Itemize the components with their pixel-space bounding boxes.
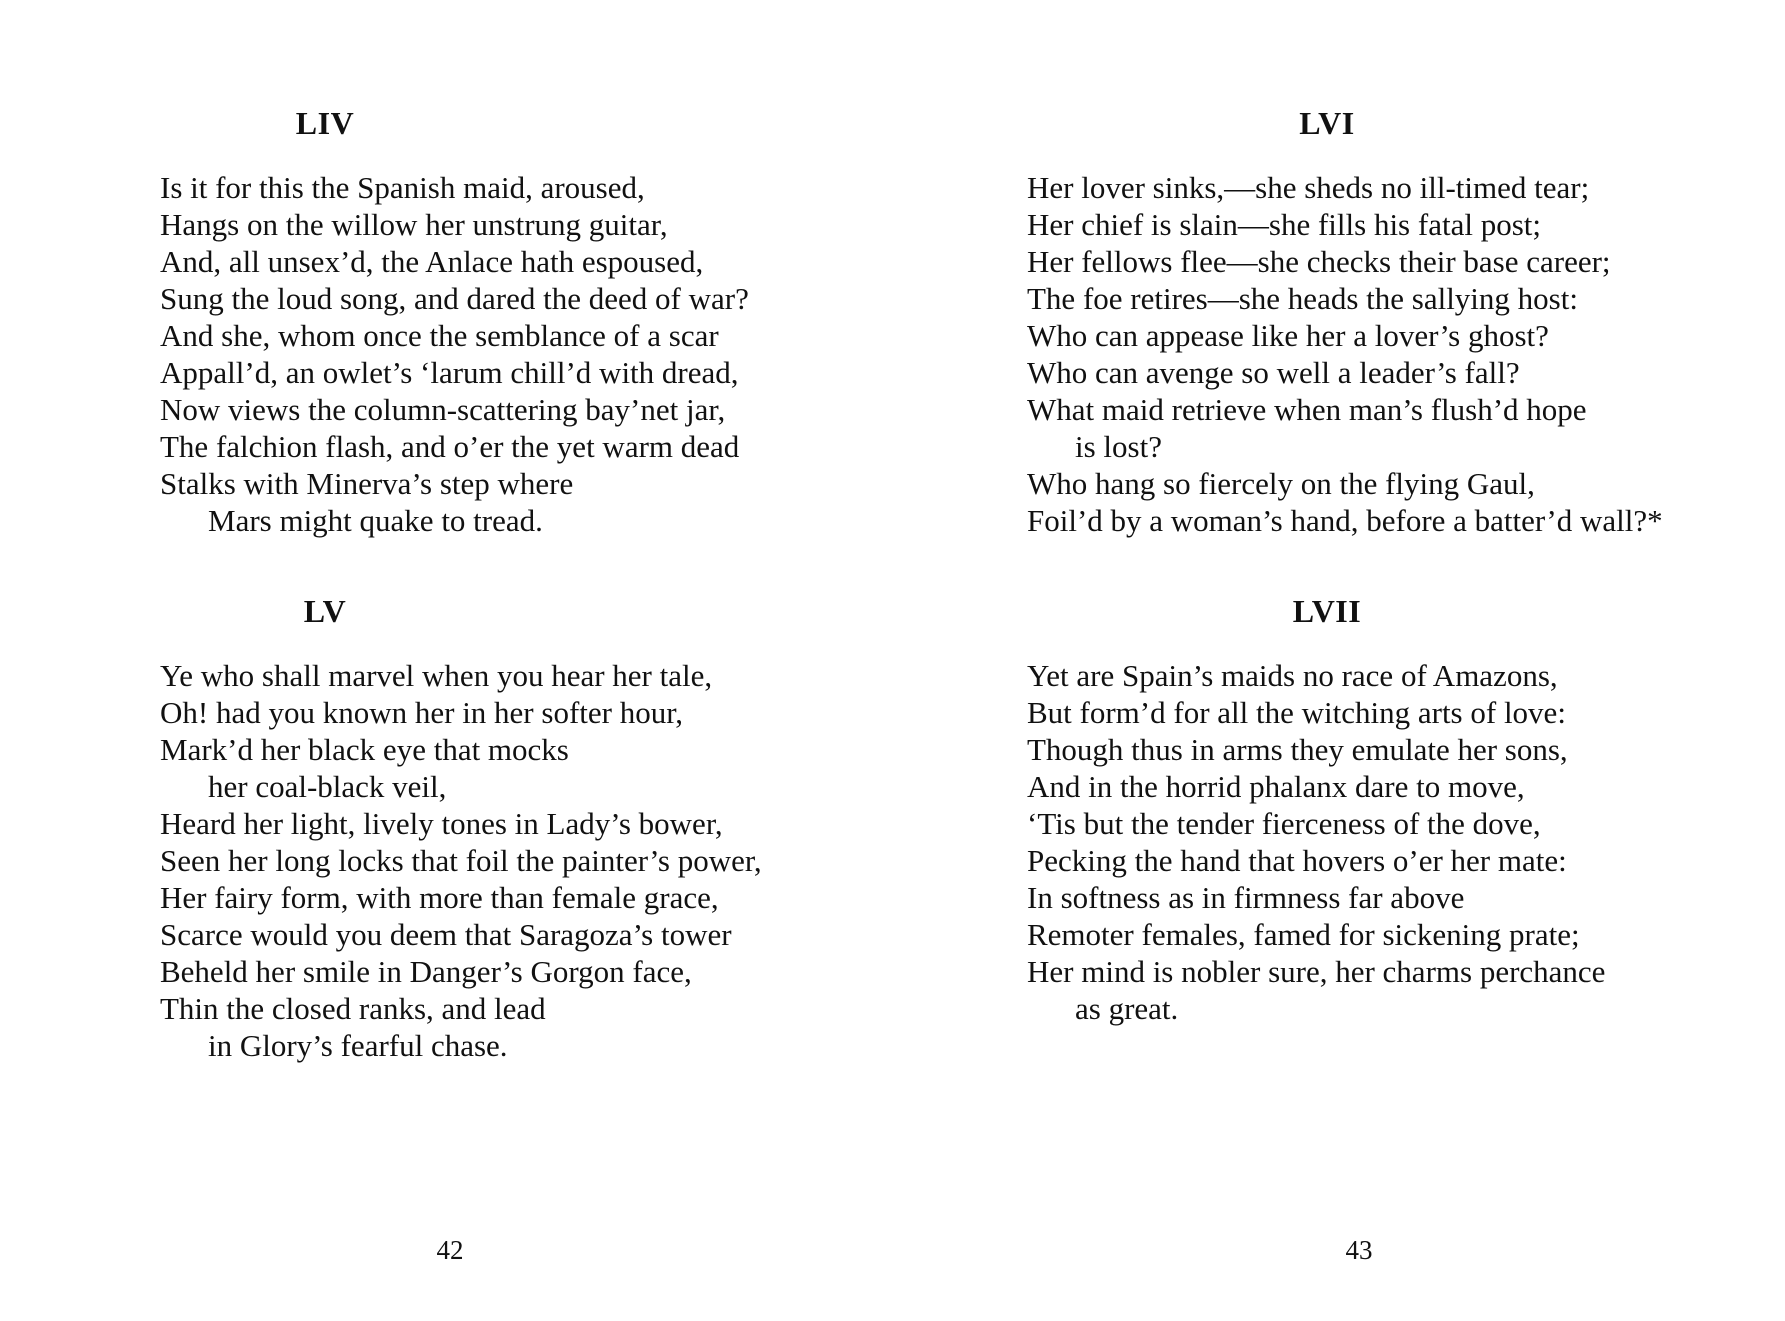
poem-line: Though thus in arms they emulate her sons, [1027,732,1568,767]
page-number: 42 [436,1235,464,1265]
poem-line: Her chief is slain—she fills his fatal post; [1027,207,1541,242]
stanza-numeral: LVII [1292,593,1362,629]
poem-line: Is it for this the Spanish maid, aroused, [160,170,645,205]
poem-line: And she, whom once the semblance of a scar [160,318,719,353]
left-page [0,0,892,1321]
stanza-numeral: LV [303,593,347,629]
poem-line: Ye who shall marvel when you hear her tale, [160,658,713,693]
poem-line: as great. [1075,991,1179,1026]
poem-line: Oh! had you known her in her softer hour, [160,695,684,730]
poem-line: The falchion flash, and o’er the yet warm dead [160,429,740,464]
poem-line: Who can avenge so well a leader’s fall? [1027,355,1520,390]
poem-line: And, all unsex’d, the Anlace hath espoused, [160,244,704,279]
stanza-lines [1027,657,1747,1027]
stanza-lv [160,591,860,1064]
right-page [892,0,1785,1321]
poem-line: Who can appease like her a lover’s ghost? [1027,318,1549,353]
stanza-lvii [1027,591,1747,1027]
poem-line: Her lover sinks,—she sheds no ill-timed tear; [1027,170,1590,205]
poem-line: Hangs on the willow her unstrung guitar, [160,207,668,242]
poem-line: Who hang so fiercely on the flying Gaul, [1027,466,1535,501]
poem-line: Appall’d, an owlet’s ‘larum chill’d with dread, [160,355,739,390]
poem-line: Stalks with Minerva’s step where [160,466,574,501]
stanza-numeral: LVI [1299,105,1355,141]
poem-line: What maid retrieve when man’s flush’d hope [1027,392,1587,427]
stanza-numeral: LIV [295,105,355,141]
poem-line: Seen her long locks that foil the painter’s power, [160,843,762,878]
poem-line: in Glory’s fearful chase. [208,1028,508,1063]
poem-line: But form’d for all the witching arts of love: [1027,695,1566,730]
poem-line: The foe retires—she heads the sallying host: [1027,281,1578,316]
poem-line: Beheld her smile in Danger’s Gorgon face, [160,954,692,989]
poem-line: Her mind is nobler sure, her charms perchance [1027,954,1606,989]
poem-line: Foil’d by a woman’s hand, before a batter’d wall?* [1027,503,1663,538]
poem-line: Pecking the hand that hovers o’er her mate: [1027,843,1567,878]
stanza-liv [160,103,860,539]
stanza-lines [160,657,860,1064]
poem-line: Yet are Spain’s maids no race of Amazons, [1027,658,1558,693]
poem-line: Her fairy form, with more than female grace, [160,880,719,915]
page-number: 43 [1345,1235,1373,1265]
poem-line: Mark’d her black eye that mocks [160,732,569,767]
poem-line: Heard her light, lively tones in Lady’s bower, [160,806,723,841]
poem-line: Scarce would you deem that Saragoza’s tower [160,917,732,952]
poem-line: Her fellows flee—she checks their base career; [1027,244,1611,279]
poem-line: ‘Tis but the tender fierceness of the dove, [1027,806,1541,841]
poem-line: Sung the loud song, and dared the deed of war? [160,281,749,316]
stanza-lines [160,169,860,539]
poem-line: Thin the closed ranks, and lead [160,991,546,1026]
poem-line: is lost? [1075,429,1162,464]
poem-line: Remoter females, famed for sickening prate; [1027,917,1580,952]
poem-line: her coal-black veil, [208,769,447,804]
stanza-lvi [1027,103,1747,539]
poem-line: Mars might quake to tread. [208,503,543,538]
poem-line: Now views the column-scattering bay’net jar, [160,392,726,427]
poem-line: And in the horrid phalanx dare to move, [1027,769,1525,804]
stanza-lines [1027,169,1747,539]
poem-line: In softness as in firmness far above [1027,880,1465,915]
